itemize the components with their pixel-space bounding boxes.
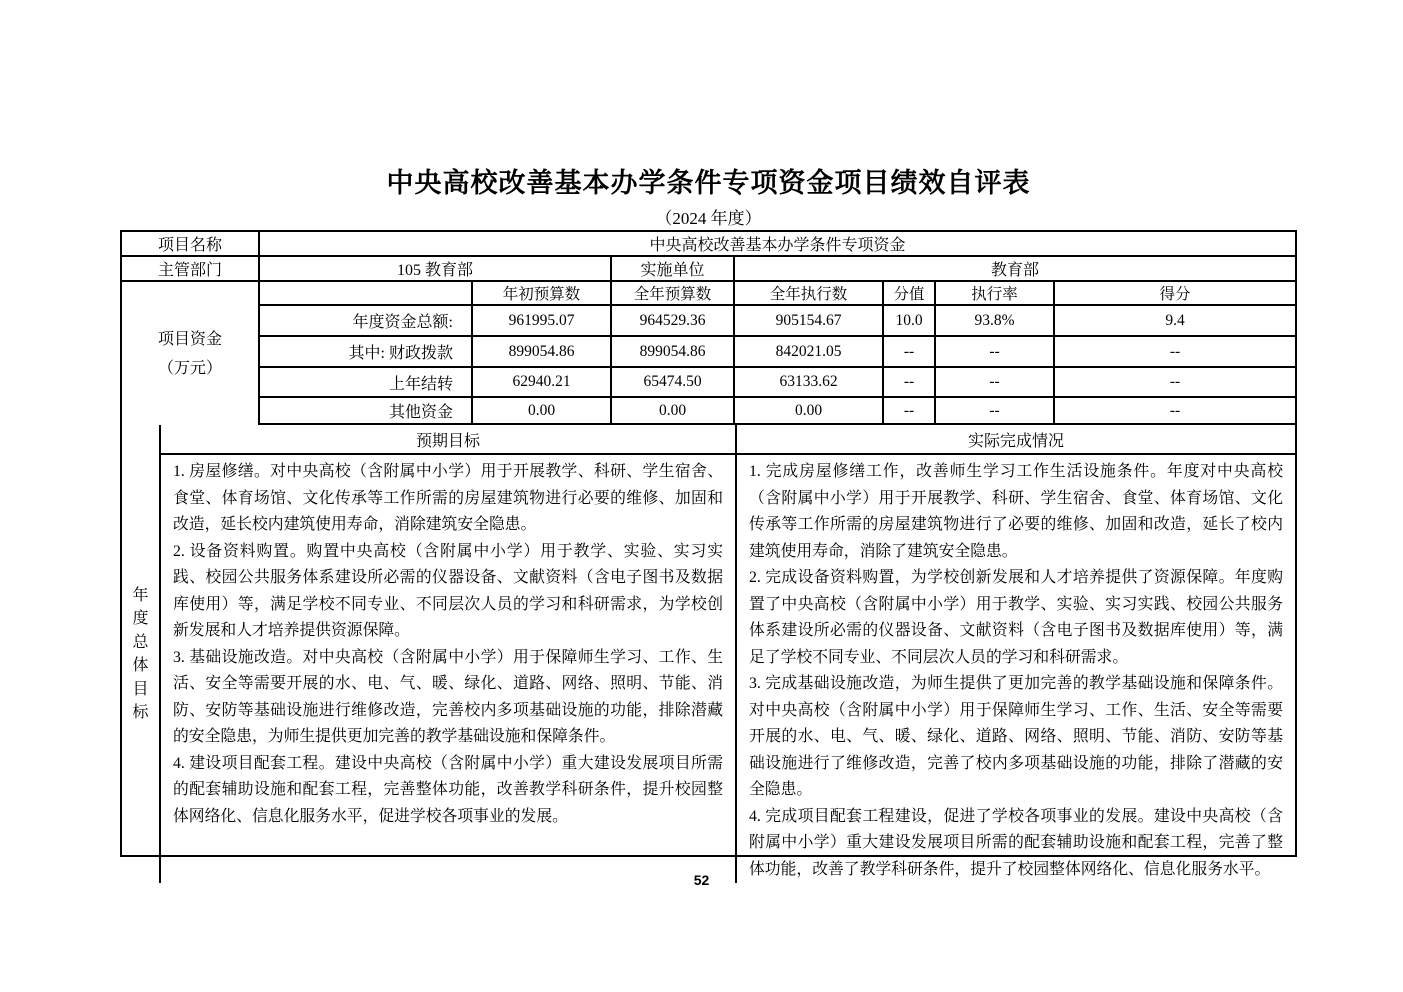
expected-goal-paragraph: 2. 设备资料购置。购置中央高校（含附属中小学）用于教学、实验、实习实践、校园公共服务体系建设所必需的仪器设备、文献资料（含电子图书及数据库使用）等，满足学校不同专业、不同层次人员的学习和科研需求，为学校创新发展和人才培养提供资源保障。 [173,542,723,639]
funding-rows [260,282,1295,425]
funding-annual-value: 899054.86 [612,337,735,366]
funding-header-score: 得分 [1159,286,1191,303]
project-name-row [122,232,1295,257]
funding-score-value: 9.4 [1165,311,1185,329]
expected-goal-paragraph: 4. 建设项目配套工程。建设中央高校（含附属中小学）重大建设发展项目所需的配套辅助设施和配套工程，完善整体功能，改善教学科研条件，提升校园整体网络化、信息化服务水平，促进学校各项事业的发展。 [173,754,723,825]
annual-goals-side-label: 年度总体目标 [132,586,149,721]
funding-executed-value: 905154.67 [735,306,884,335]
funding-row-other [260,398,1295,425]
funding-weight-value: -- [884,398,936,423]
funding-header-rate: 执行率 [936,282,1055,304]
actual-completion-paragraph: 4. 完成项目配套工程建设，促进了学校各项事业的发展。建设中央高校（含附属中小学）重大建设发展项目所需的配套辅助设施和配套工程，完善了整体功能，改善了教学科研条件，提升了校园整体网络化、信息化服务水平。 [749,807,1283,878]
funding-score-value: -- [1169,401,1181,419]
funding-row-label: 年度资金总额: [260,306,473,335]
expected-goals-header: 预期目标 [161,425,737,453]
funding-weight-value: 10.0 [884,306,936,335]
funding-initial-value: 0.00 [473,398,612,423]
funding-side-label [122,282,260,425]
funding-header-row [260,282,1295,306]
actual-completion-paragraph: 2. 完成设备资料购置，为学校创新发展和人才培养提供了资源保障。年度购置了中央高校（含附属中小学）用于教学、实验、实习实践、校园公共服务体系建设所必需的仪器设备、文献资料（含电子图书及数据库使用）等，满足了学校不同专业、不同层次人员的学习和科研需求。 [749,569,1283,666]
annual-goals-section [122,425,1295,883]
funding-rate-value: -- [936,337,1055,366]
funding-executed-value: 63133.62 [735,368,884,396]
expected-goals-text [161,455,737,883]
funding-executed-value: 0.00 [735,398,884,423]
funding-annual-value: 0.00 [612,398,735,423]
project-name-label: 项目名称 [122,232,260,255]
funding-weight-value: -- [884,337,936,366]
funding-rate-value: -- [936,398,1055,423]
evaluation-table [120,230,1297,878]
actual-completion-paragraph: 1. 完成房屋修缮工作，改善师生学习工作生活设施条件。年度对中央高校（含附属中小学）用于开展教学、科研、学生宿舍、食堂、体育场馆、文化传承等工作所需的房屋建筑物进行了必要的维修、加固和改造，延长了校内建筑使用寿命，消除了建筑安全隐患。 [749,463,1283,560]
funding-rate-value: -- [936,368,1055,396]
funding-row-fiscal [260,337,1295,368]
funding-row-label: 上年结转 [260,368,473,396]
funding-initial-value: 62940.21 [473,368,612,396]
implementing-unit-label: 实施单位 [612,257,735,280]
project-name-value: 中央高校改善基本办学条件专项资金 [649,237,906,254]
funding-initial-value: 961995.07 [473,306,612,335]
funding-rate-value: 93.8% [936,306,1055,335]
funding-weight-value: -- [884,368,936,396]
funding-row-label: 其他资金 [260,398,473,423]
funding-executed-value: 842021.05 [735,337,884,366]
funding-header-initial: 年初预算数 [473,282,612,304]
funding-header-annual: 全年预算数 [612,282,735,304]
department-row [122,257,1295,282]
implementing-unit-value: 教育部 [990,262,1039,279]
actual-completion-header: 实际完成情况 [967,432,1064,450]
goals-header-row [161,425,1295,455]
funding-header-executed: 全年执行数 [735,282,884,304]
department-value: 105 教育部 [260,257,612,280]
funding-annual-value: 65474.50 [612,368,735,396]
funding-row-total [260,306,1295,337]
page-subtitle: （2024 年度） [655,209,762,228]
expected-goal-paragraph: 1. 房屋修缮。对中央高校（含附属中小学）用于开展教学、科研、学生宿舍、食堂、体育场馆、文化传承等工作所需的房屋建筑物进行必要的维修、加固和改造，延长校内建筑使用寿命，消除建筑安全隐患。 [173,463,723,533]
page-title: 中央高校改善基本办学条件专项资金项目绩效自评表 [386,168,1031,198]
actual-completion-text [737,455,1295,883]
department-label: 主管部门 [122,257,260,280]
expected-goal-paragraph: 3. 基础设施改造。对中央高校（含附属中小学）用于保障师生学习、工作、生活、安全等需要开展的水、电、气、暖、绿化、道路、网络、照明、节能、消防、安防等基础设施进行维修改造，完善校内多项基础设施的功能，排除潜藏的安全隐患，为师生提供更加完善的教学基础设施和保障条件。 [173,648,723,745]
funding-section [122,282,1295,425]
funding-side-label-line1: 项目资金 [157,330,222,348]
goals-content-row [161,455,1295,883]
funding-annual-value: 964529.36 [612,306,735,335]
funding-header-weight: 分值 [884,282,936,304]
annual-goals-side-cell [122,425,161,883]
funding-row-label: 其中: 财政拨款 [260,337,473,366]
funding-header-blank [260,282,473,304]
funding-side-label-line2: （万元） [157,359,222,377]
funding-score-value: -- [1169,342,1181,360]
actual-completion-paragraph: 3. 完成基础设施改造，为师生提供了更加完善的教学基础设施和保障条件。对中央高校（含附属中小学）用于保障师生学习、工作、生活、安全等需要开展的水、电、气、暖、绿化、道路、网络、照明、节能、消防、安防等基础设施进行了维修改造，完善了校内多项基础设施的功能，排除了潜藏的安全隐患。 [749,675,1283,798]
page-number: 52 [693,872,710,888]
funding-score-value: -- [1169,373,1181,390]
annual-goals-main [161,425,1295,883]
funding-row-carryover [260,368,1295,398]
funding-initial-value: 899054.86 [473,337,612,366]
